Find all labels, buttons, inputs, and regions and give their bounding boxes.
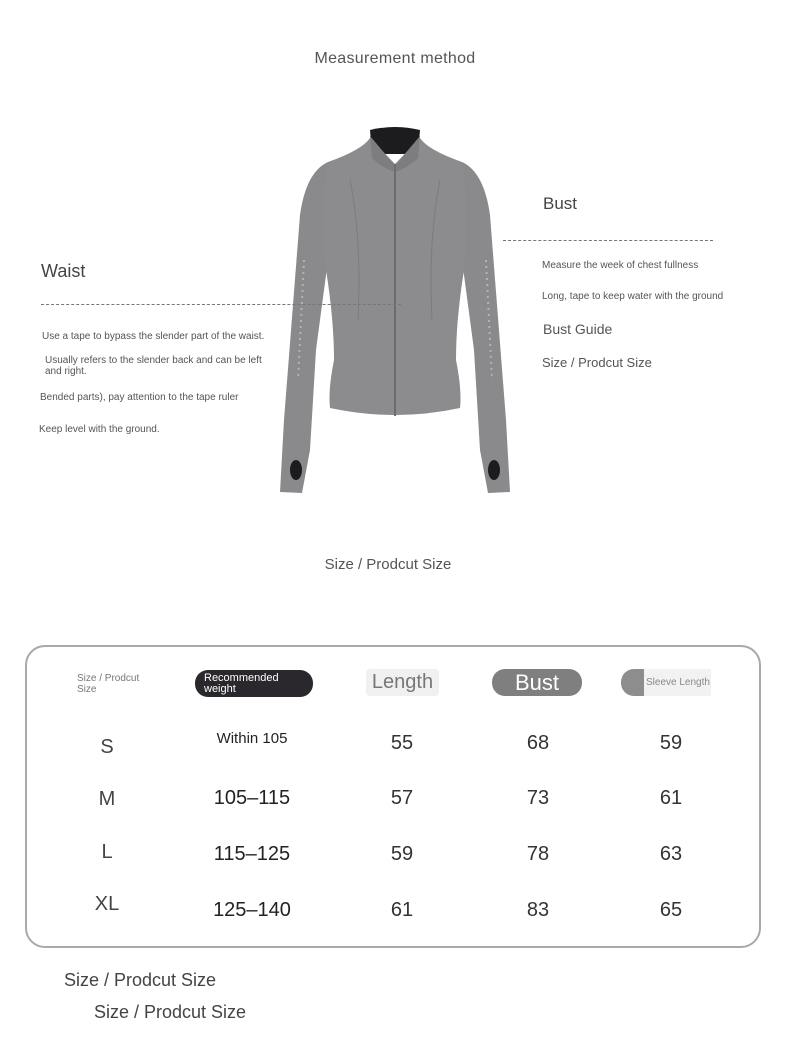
jacket-illustration (270, 120, 520, 500)
row-xl-bust: 83 (526, 899, 550, 921)
bust-measure-line (503, 240, 713, 241)
header-weight (195, 670, 313, 697)
footer-line-2: Size / Prodcut Size (94, 1002, 247, 1022)
row-xl-length: 61 (390, 899, 414, 921)
row-l-sleeve: 63 (659, 843, 683, 865)
row-s-bust: 68 (526, 732, 550, 754)
row-s-size: S (100, 736, 114, 758)
row-xl-size: XL (94, 893, 120, 915)
header-bust: Bust (492, 669, 582, 696)
row-s-sleeve: 59 (659, 732, 683, 754)
waist-note-4: Keep level with the ground. (39, 424, 160, 435)
row-l-weight: 115–125 (213, 843, 291, 865)
row-m-bust: 73 (526, 787, 550, 809)
row-l-bust: 78 (526, 843, 550, 865)
bust-guide: Bust Guide (543, 321, 613, 337)
row-l-size: L (101, 841, 113, 863)
header-sleeve (621, 669, 711, 696)
row-m-sleeve: 61 (659, 787, 683, 809)
header-weight-text: Recommended weight (204, 671, 279, 695)
row-l-length: 59 (390, 843, 414, 865)
row-xl-sleeve: 65 (659, 899, 683, 921)
row-m-length: 57 (390, 787, 414, 809)
row-m-size: M (98, 788, 116, 810)
header-sleeve-text: Sleeve Length (644, 669, 711, 696)
waist-measure-line (41, 304, 401, 305)
page-title: Measurement method (314, 50, 476, 67)
row-xl-weight: 125–140 (213, 899, 291, 921)
footer-line-1: Size / Prodcut Size (64, 970, 217, 990)
header-size: Size / Prodcut Size (77, 673, 140, 695)
bust-size-text: Size / Prodcut Size (542, 355, 652, 370)
bust-note-1: Measure the week of chest fullness (542, 260, 699, 271)
row-s-weight: Within 105 (216, 730, 288, 747)
section-caption: Size / Prodcut Size (324, 556, 452, 573)
waist-note-1: Use a tape to bypass the slender part of the waist. (42, 331, 265, 342)
waist-note-2: Usually refers to the slender back and can be left and right. (45, 355, 262, 377)
bust-note-2: Long, tape to keep water with the ground (542, 291, 724, 302)
waist-note-3: Bended parts), pay attention to the tape ruler (40, 392, 239, 403)
bust-label: Bust (543, 194, 578, 213)
row-m-weight: 105–115 (213, 787, 291, 809)
waist-label: Waist (41, 261, 86, 281)
header-length: Length (366, 669, 439, 696)
row-s-length: 55 (390, 732, 414, 754)
